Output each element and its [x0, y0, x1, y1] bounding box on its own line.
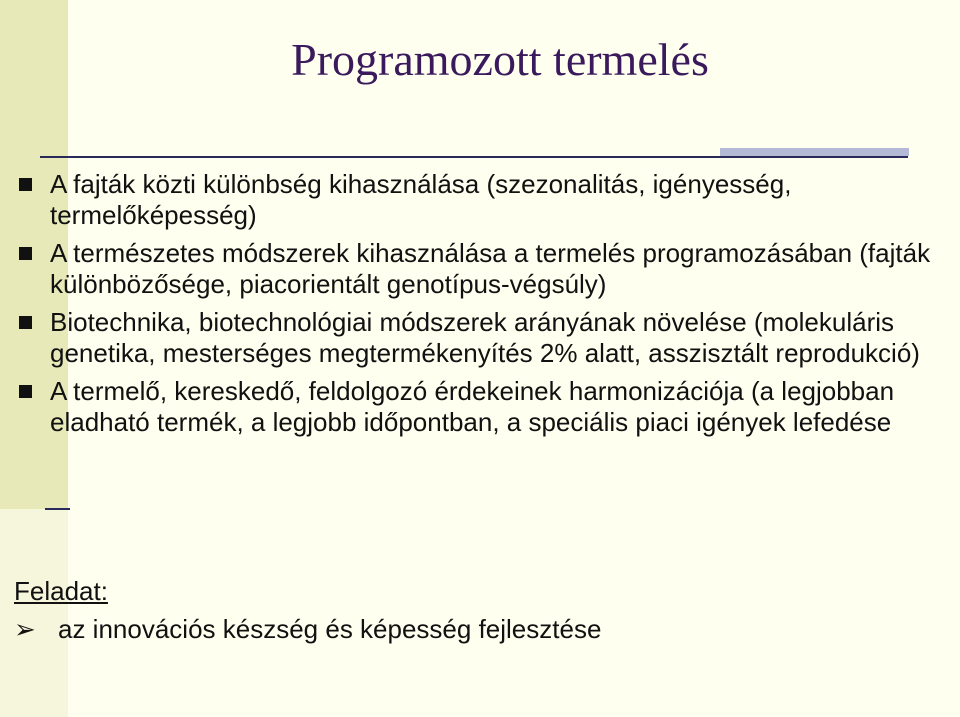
bullet-list — [14, 169, 944, 445]
bullet-text: A termelő, kereskedő, feldolgozó érdekeinek harmonizációja (a legjobban eladható termék, a legjobb időpontban, a speciális piaci igények lefedése — [50, 376, 895, 437]
square-bullet-icon — [19, 385, 32, 398]
bullet-item — [14, 376, 944, 438]
title-rule-accent — [720, 148, 909, 156]
square-bullet-icon — [19, 247, 32, 260]
bullet-text: Biotechnika, biotechnológiai módszerek arányának növelése (molekuláris genetika, mesterséges megtermékenyítés 2% alatt, asszisztált reprodukció) — [50, 307, 920, 368]
slide-title: Programozott termelés — [291, 34, 709, 85]
arrow-bullet-icon: ➢ — [14, 614, 36, 644]
bullet-item — [14, 169, 944, 231]
task-label: Feladat: — [14, 576, 108, 606]
square-bullet-icon — [19, 178, 32, 191]
title-rule — [40, 156, 908, 158]
task-item — [14, 613, 601, 645]
bullet-text: A természetes módszerek kihasználása a termelés programozásában (fajták különbözősége, piacorientált genotípus-végsúly) — [50, 238, 931, 299]
task-item-text: az innovációs készség és képesség fejlesztése — [58, 614, 602, 644]
bullet-text: A fajták közti különbség kihasználása (szezonalitás, igényesség, termelőképesség) — [50, 169, 792, 230]
bullet-item — [14, 307, 944, 369]
square-bullet-icon — [19, 316, 32, 329]
bullet-item — [14, 238, 944, 300]
mid-rule — [45, 508, 70, 510]
